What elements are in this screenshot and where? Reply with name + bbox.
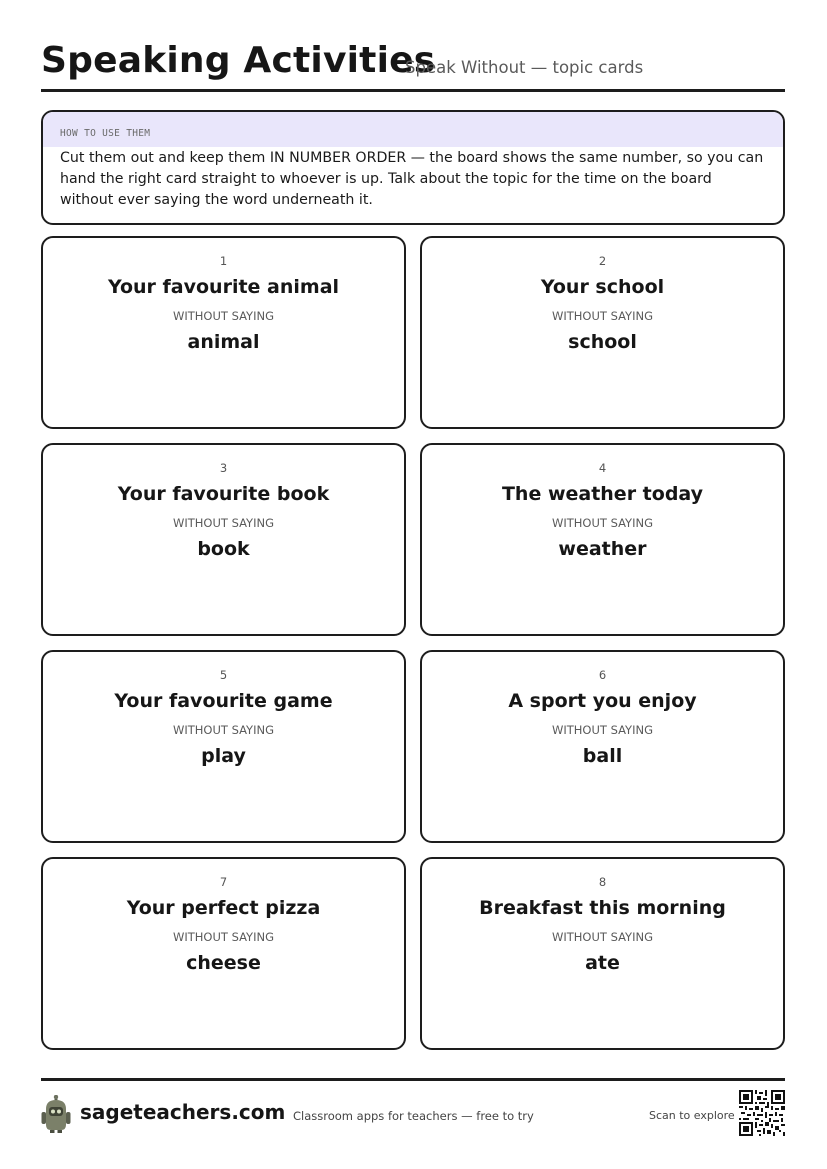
card-number: 2 [598,254,607,268]
card-forbidden-word: animal [187,331,260,353]
topic-card-4 [420,443,785,636]
card-forbidden-word: school [568,331,637,353]
how-to-text: Cut them out and keep them IN NUMBER ORDER — the board shows the same number, so you can hand the right card straight to whoever is up. Talk about the topic for the time on the board without ever saying the word underneath it. [60,150,764,208]
card-without-label: WITHOUT SAYING [551,930,653,944]
how-to-label: HOW TO USE THEM [60,128,151,139]
scan-label: Scan to explore [649,1109,735,1122]
topic-card-2 [420,236,785,429]
card-topic: Your favourite animal [107,276,340,298]
card-without-label: WITHOUT SAYING [551,309,653,323]
card-without-label: WITHOUT SAYING [172,723,274,737]
robot-mascot-icon [41,1095,71,1133]
card-forbidden-word: cheese [186,952,261,974]
topic-card-7 [41,857,406,1050]
card-number: 5 [219,668,228,682]
card-forbidden-word: book [197,538,250,560]
card-without-label: WITHOUT SAYING [551,723,653,737]
brand-name: sageteachers.com [80,1100,286,1124]
card-topic: Breakfast this morning [479,897,726,919]
card-topic: Your perfect pizza [126,897,321,919]
card-number: 4 [598,461,607,475]
topic-card-1 [41,236,406,429]
card-topic: Your favourite book [117,483,330,505]
card-without-label: WITHOUT SAYING [172,930,274,944]
topic-card-6 [420,650,785,843]
card-topic: A sport you enjoy [508,690,697,712]
card-number: 7 [219,875,228,889]
topic-card-5 [41,650,406,843]
card-topic: Your school [540,276,665,298]
card-forbidden-word: ball [582,745,623,767]
card-number: 3 [219,461,228,475]
how-to-box [41,110,785,225]
how-to-band [43,112,783,147]
card-forbidden-word: play [201,745,246,767]
footer-divider [41,1078,785,1081]
topic-card-3 [41,443,406,636]
page-header [41,38,785,92]
footer-tagline: Classroom apps for teachers — free to try [293,1109,534,1123]
card-number: 8 [598,875,607,889]
qr-code-icon [739,1090,785,1136]
card-number: 1 [219,254,228,268]
card-topic: The weather today [501,483,704,505]
page-title: Speaking Activities [41,40,436,81]
page-subtitle: Speak Without — topic cards [405,58,644,77]
card-without-label: WITHOUT SAYING [172,309,274,323]
card-without-label: WITHOUT SAYING [551,516,653,530]
card-forbidden-word: ate [585,952,620,974]
card-topic: Your favourite game [114,690,333,712]
card-number: 6 [598,668,607,682]
card-without-label: WITHOUT SAYING [172,516,274,530]
card-forbidden-word: weather [558,538,647,560]
topic-card-8 [420,857,785,1050]
